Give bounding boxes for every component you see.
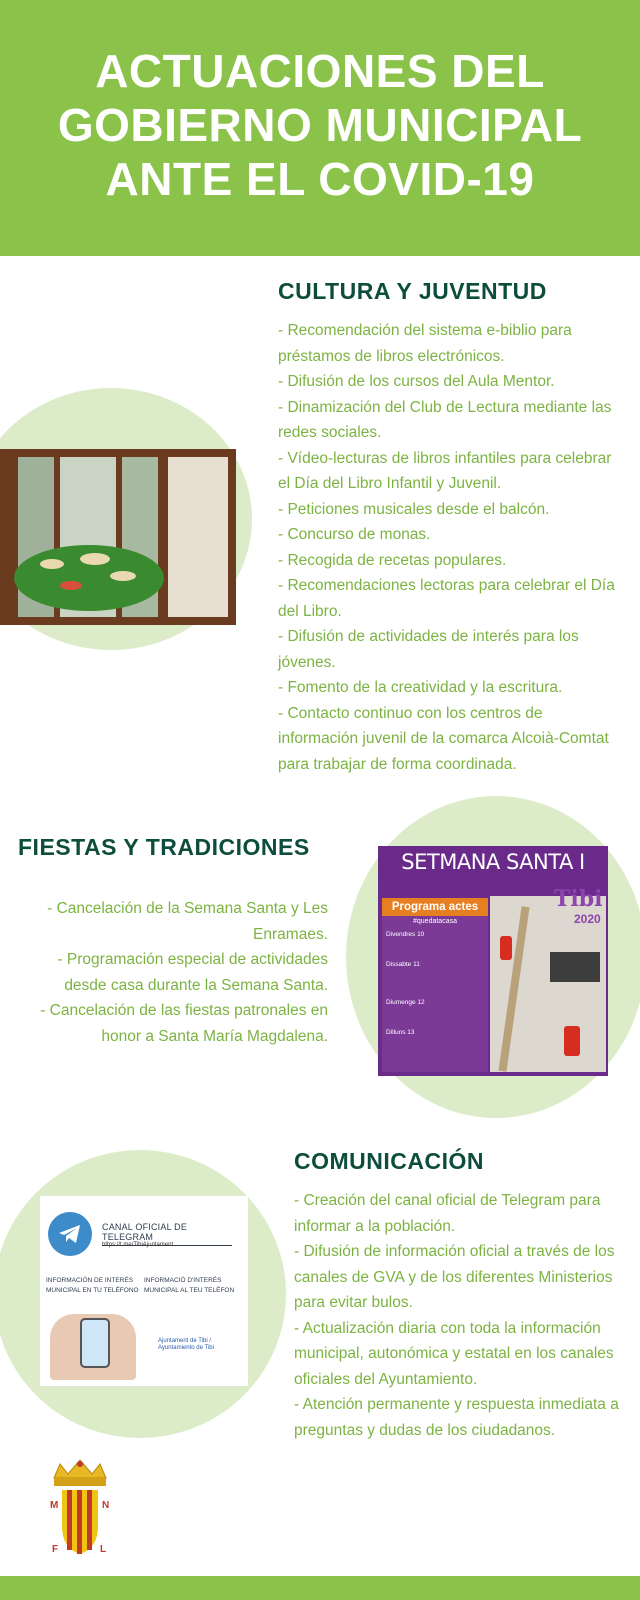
title-line-3: ANTE EL COVID-19 [105, 153, 535, 205]
fiestas-list [12, 896, 328, 1049]
list-item: - Contacto continuo con los centros de información juvenil de la comarca Alcoià-Comtat para trabajar de forma coordinada. [278, 704, 609, 773]
list-item: - Recomendación del sistema e-biblio para préstamos de libros electrónicos. [278, 322, 572, 365]
poster-day: Dilluns 13 [386, 1029, 415, 1036]
town-crest-icon [46, 1456, 114, 1556]
list-item: - Recogida de recetas populares. [278, 551, 507, 569]
list-item: - Difusión de información oficial a través de los canales de GVA y de los diferentes Ministerios para evitar bulos. [294, 1243, 615, 1311]
comunicacion-list [294, 1188, 626, 1443]
list-item: - Difusión de actividades de interés para los jóvenes. [278, 628, 579, 671]
list-item: - Creación del canal oficial de Telegram para informar a la población. [294, 1192, 601, 1235]
list-item: - Programación especial de actividades desde casa durante la Semana Santa. [57, 951, 328, 994]
crest-letter: N [102, 1500, 110, 1511]
poster-program-box [382, 898, 488, 1072]
poster-day: Diumenge 12 [386, 999, 425, 1006]
telegram-icon [48, 1212, 92, 1256]
cultura-heading: CULTURA Y JUVENTUD [278, 278, 547, 304]
page-title [20, 44, 620, 206]
title-line-2: GOBIERNO MUNICIPAL [57, 99, 583, 151]
crest-letter: M [50, 1500, 59, 1511]
list-item: - Recomendaciones lectoras para celebrar el Día del Libro. [278, 577, 615, 620]
list-item: - Fomento de la creatividad y la escritura. [278, 679, 563, 696]
phone-hand-image [50, 1314, 136, 1380]
cultura-photo [0, 449, 236, 625]
telegram-card-url: https://t.me/TibiAjuntament [102, 1242, 174, 1248]
semana-santa-poster [378, 846, 608, 1076]
telegram-card-ayto: Ajuntament de Tibi / Ayuntamiento de Tibi [158, 1338, 214, 1351]
footer-bar [0, 1576, 640, 1600]
crest-letter: L [100, 1544, 107, 1555]
telegram-card-title: CANAL OFICIAL DE TELEGRAM [102, 1222, 232, 1246]
poster-day: Dissabte 11 [386, 961, 420, 968]
list-item: - Cancelación de las fiestas patronales en honor a Santa María Magdalena. [40, 1002, 328, 1045]
cultura-list [278, 318, 618, 777]
poster-year: 2020 [574, 912, 601, 926]
fiestas-heading: FIESTAS Y TRADICIONES [18, 834, 310, 860]
list-item: - Vídeo-lecturas de libros infantiles para celebrar el Día del Libro Infantil y Juvenil. [278, 449, 612, 492]
list-item: - Atención permanente y respuesta inmediata a preguntas y dudas de los ciudadanos. [294, 1396, 619, 1439]
list-item: - Dinamización del Club de Lectura mediante las redes sociales. [278, 398, 612, 441]
comunicacion-heading: COMUNICACIÓN [294, 1148, 484, 1174]
list-item: - Peticiones musicales desde el balcón. [278, 500, 550, 518]
list-item: - Concurso de monas. [278, 526, 431, 543]
poster-program-title: Programa actes [382, 898, 488, 916]
telegram-card-va: INFORMACIÓ D'INTERÉS MUNICIPAL AL TEU TELÈFON [144, 1277, 235, 1294]
crest-letter: F [52, 1544, 59, 1555]
telegram-card-es: INFORMACIÓN DE INTERÉS MUNICIPAL EN TU TELÉFONO [46, 1277, 139, 1294]
poster-town: Tibi [554, 886, 603, 912]
list-item: - Cancelación de la Semana Santa y Les Enramaes. [47, 900, 328, 943]
list-item: - Difusión de los cursos del Aula Mentor. [278, 373, 555, 390]
poster-program-sub: #quedatacasa [413, 918, 457, 925]
telegram-card [40, 1196, 248, 1386]
header-banner [0, 0, 640, 256]
title-line-1: ACTUACIONES DEL [95, 45, 545, 97]
poster-day: Divendres 10 [386, 931, 425, 938]
list-item: - Actualización diaria con toda la información municipal, autonómica y estatal en los canales oficiales del Ayuntamiento. [294, 1319, 614, 1388]
poster-banner: SETMANA SANTA I [401, 850, 585, 874]
